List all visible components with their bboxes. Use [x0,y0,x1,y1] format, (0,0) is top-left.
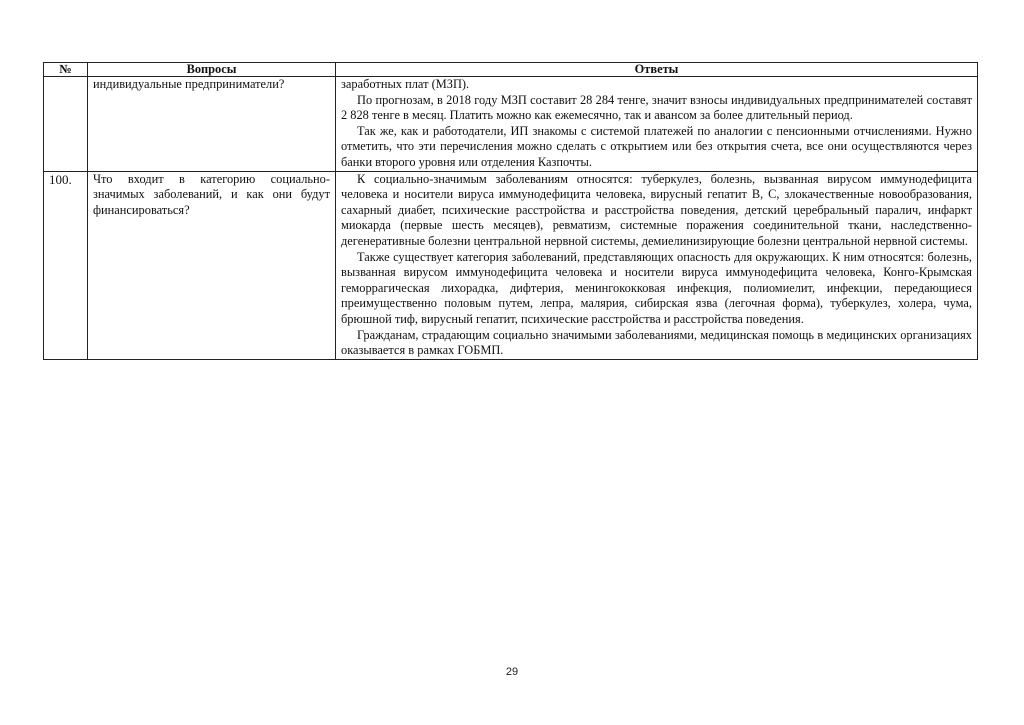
answer-paragraph: По прогнозам, в 2018 году МЗП составит 28 284 тенге, значит взносы индивидуальных предпринимателей составят 2 828 тенге в месяц. Платить можно как ежемесячно, так и авансом за более длительный период. [341,92,972,123]
answer-paragraph: Гражданам, страдающим социально значимыми заболеваниями, медицинская помощь в медицинских организациях оказывается в рамках ГОБМП. [341,327,972,358]
answer-paragraph: Также существует категория заболеваний, представляющих опасность для окружающих. К ним относятся: болезнь, вызванная вирусом иммунодефицита человека и носители вируса иммунодефицита человека, Конго-Крымская геморрагическая лихорадка, дифтерия, менингококковая инфекция, полиомиелит, инфекции, передающиеся преимущественно половым путем, лепра, малярия, сибирская язва (легочная форма), туберкулез, холера, чума, брюшной тиф, вирусный гепатит, психические расстройства и расстройства поведения. [341,249,972,326]
table-row [44,171,978,359]
question-cell: индивидуальные предприниматели? [88,77,336,172]
table-header-row [44,63,978,77]
page-number: 29 [505,666,519,678]
answer-paragraph: заработных плат (МЗП). [341,77,470,91]
qa-table [43,62,978,360]
answer-cell [336,77,978,172]
table-row [44,77,978,172]
answer-paragraph: К социально-значимым заболеваниям относятся: туберкулез, болезнь, вызванная вирусом иммунодефицита человека и носители вируса иммунодефицита человека, вирусный гепатит В, С, злокачественные новообразования, сахарный диабет, психические расстройства и расстройства поведения, детский церебральный паралич, инфаркт миокарда (первые шесть месяцев), ревматизм, системные поражения соединительной ткани, наследственно-дегенеративные болезни центральной нервной системы, демиелинизирующие болезни центральной нервной системы. [341,171,972,248]
answer-cell [336,171,978,359]
question-cell: Что входит в категорию социально-значимых заболеваний, и как они будут финансироваться? [88,171,336,359]
header-number: № [44,63,88,77]
header-questions: Вопросы [88,63,336,77]
row-number [44,77,88,172]
header-answers: Ответы [336,63,978,77]
answer-paragraph: Так же, как и работодатели, ИП знакомы с системой платежей по аналогии с пенсионными отчислениями. Нужно отметить, что эти перечисления можно сделать с открытием или без открытия счета, все они осуществляются через банки второго уровня или отделения Казпочты. [341,123,972,169]
row-number: 100. [44,171,88,359]
